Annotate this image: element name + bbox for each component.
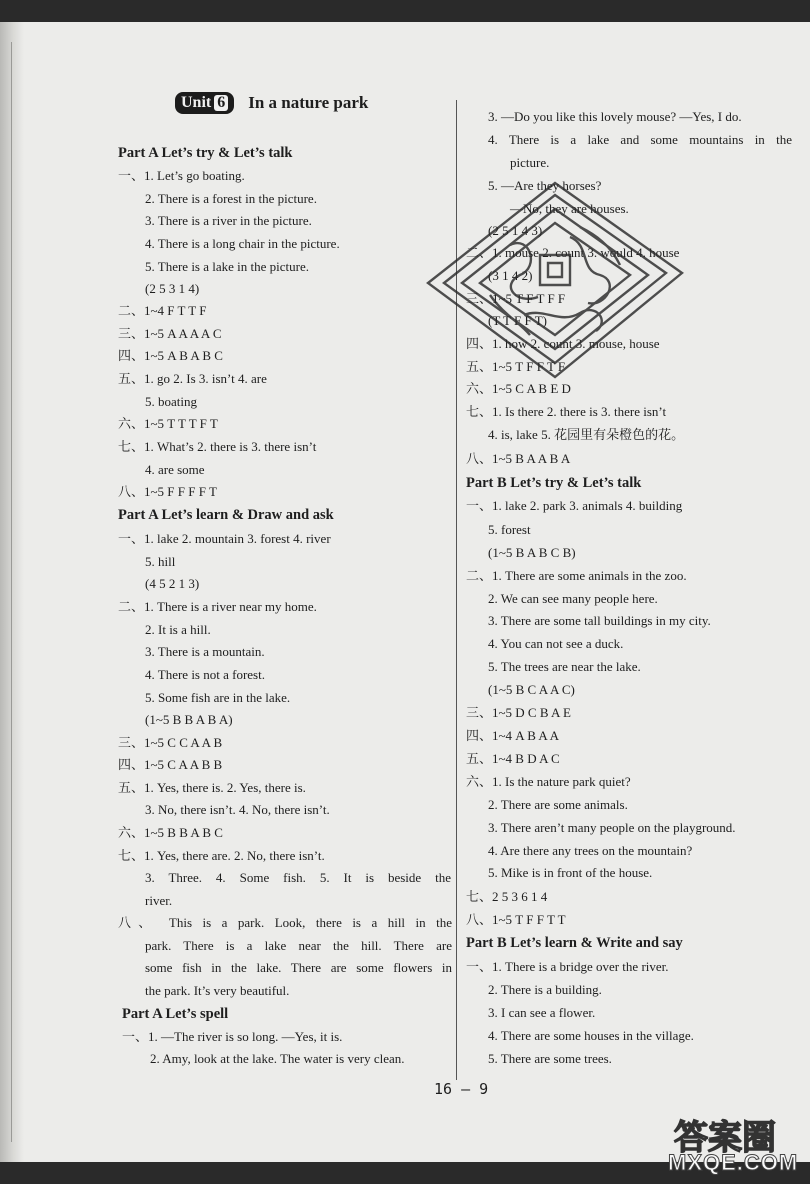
right-answer-line: 4. There are some houses in the village.: [488, 1028, 694, 1043]
right-answer-line: (2 5 1 4 3): [488, 223, 543, 238]
left-answer-line: 五、1. go 2. Is 3. isn’t 4. are: [118, 371, 267, 386]
right-answer-line: 4. There is a lake and some mountains in the: [488, 132, 792, 147]
left-answer-line: some fish in the lake. There are some flowers in: [145, 960, 452, 975]
right-answer-line: 八、1~5 B A A B A: [466, 451, 571, 466]
left-answer-line: 二、1~4 F T T F: [118, 303, 207, 318]
right-answer-line: 4. is, lake 5. 花园里有朵橙色的花。: [488, 427, 685, 442]
page-binding-edge: [0, 22, 24, 1162]
column-divider: [456, 100, 457, 1080]
left-answer-line: (4 5 2 1 3): [145, 576, 200, 591]
right-answer-line: 3. There are some tall buildings in my city.: [488, 613, 711, 628]
unit-badge: [175, 92, 234, 114]
site-watermark: [668, 1110, 808, 1180]
right-answer-line: 4. Are there any trees on the mountain?: [488, 843, 693, 858]
right-answer-line: 七、1. Is there 2. there is 3. there isn’t: [466, 404, 667, 419]
section-heading: Part A Let’s spell: [122, 1006, 229, 1022]
left-answer-line: 三、1~5 C C A A B: [118, 735, 223, 750]
left-answer-line: 3. Three. 4. Some fish. 5. It is beside the: [145, 870, 451, 885]
left-answer-line: 一、1. lake 2. mountain 3. forest 4. river: [118, 531, 331, 546]
left-answer-line: 六、1~5 T T T F T: [118, 416, 218, 431]
right-answer-line: 5. There are some trees.: [488, 1051, 612, 1066]
right-answer-line: (3 1 4 2): [488, 268, 533, 283]
right-answer-line: 2. There are some animals.: [488, 797, 628, 812]
right-answer-line: 5. The trees are near the lake.: [488, 659, 641, 674]
right-answer-line: 四、1~4 A B A A: [466, 728, 559, 743]
watermark-text: MXQE.COM: [668, 1150, 799, 1175]
right-answer-line: picture.: [510, 155, 550, 170]
left-answer-line: 七、1. What’s 2. there is 3. there isn’t: [118, 439, 317, 454]
right-answer-line: 三、1~5 T F T F F: [466, 291, 566, 306]
right-answer-line: 2. We can see many people here.: [488, 591, 658, 606]
right-answer-line: 4. You can not see a duck.: [488, 636, 624, 651]
right-answer-line: 六、1~5 C A B E D: [466, 381, 571, 396]
left-answer-line: the park. It’s very beautiful.: [145, 983, 290, 998]
left-answer-line: 一、1. —The river is so long. —Yes, it is.: [122, 1029, 343, 1044]
binding-line: [11, 42, 12, 1142]
section-heading: Part A Let’s try & Let’s talk: [118, 145, 293, 161]
left-answer-line: 四、1~5 C A A B B: [118, 757, 223, 772]
left-answer-line: 五、1. Yes, there is. 2. Yes, there is.: [118, 780, 306, 795]
right-answer-line: 三、1~5 D C B A E: [466, 705, 571, 720]
unit-number: 6: [214, 95, 228, 111]
left-answer-line: park. There is a lake near the hill. There are: [145, 938, 452, 953]
right-answer-line: (T T F F T): [488, 313, 548, 328]
section-heading: Part B Let’s try & Let’s talk: [466, 475, 642, 491]
right-answer-line: 四、1. how 2. count 3. mouse, house: [466, 336, 660, 351]
left-answer-line: 5. Some fish are in the lake.: [145, 690, 291, 705]
left-answer-line: 八、 This is a park. Look, there is a hill in the: [118, 915, 452, 930]
left-answer-line: 3. There is a mountain.: [145, 644, 265, 659]
right-answer-line: 一、1. lake 2. park 3. animals 4. building: [466, 498, 683, 513]
right-answer-line: 八、1~5 T F F T T: [466, 912, 566, 927]
right-answer-line: 五、1~5 T F F T F: [466, 359, 566, 374]
right-answer-line: —No, they are houses.: [510, 201, 629, 216]
left-answer-line: (1~5 B B A B A): [145, 712, 233, 727]
left-answer-line: 七、1. Yes, there are. 2. No, there isn’t.: [118, 848, 325, 863]
right-answer-line: 六、1. Is the nature park quiet?: [466, 774, 631, 789]
left-answer-line: 六、1~5 B B A B C: [118, 825, 223, 840]
unit-title: [175, 91, 368, 115]
page-number: 16 — 9: [434, 1080, 489, 1098]
section-heading: Part B Let’s learn & Write and say: [466, 935, 683, 951]
left-answer-line: 2. It is a hill.: [145, 622, 211, 637]
left-answer-line: 二、1. There is a river near my home.: [118, 599, 317, 614]
right-answer-line: (1~5 B A B C B): [488, 545, 576, 560]
right-answer-line: 5. Mike is in front of the house.: [488, 865, 653, 880]
unit-name: In a nature park: [248, 93, 369, 112]
right-answer-line: 五、1~4 B D A C: [466, 751, 560, 766]
left-answer-line: 4. There is a long chair in the picture.: [145, 236, 340, 251]
right-answer-line: (1~5 B C A A C): [488, 682, 575, 697]
right-answer-line: 二、1. mouse 2. count 3. would 4. house: [466, 245, 680, 260]
left-answer-line: 4. There is not a forest.: [145, 667, 265, 682]
unit-badge-label: Unit: [181, 94, 212, 111]
right-answer-line: 二、1. There are some animals in the zoo.: [466, 568, 687, 583]
right-answer-line: 5. —Are they horses?: [488, 178, 602, 193]
left-answer-line: 2. There is a forest in the picture.: [145, 191, 317, 206]
left-answer-line: 5. boating: [145, 394, 197, 409]
right-answer-line: 七、2 5 3 6 1 4: [466, 889, 548, 904]
left-answer-line: 3. There is a river in the picture.: [145, 213, 312, 228]
left-answer-line: 2. Amy, look at the lake. The water is very clean.: [150, 1051, 405, 1066]
answer-page: [0, 22, 810, 1162]
right-answer-line: 3. —Do you like this lovely mouse? —Yes, I do.: [488, 109, 742, 124]
left-answer-line: (2 5 3 1 4): [145, 281, 200, 296]
right-answer-line: 3. I can see a flower.: [488, 1005, 596, 1020]
right-answer-line: 一、1. There is a bridge over the river.: [466, 959, 669, 974]
left-answer-line: 4. are some: [145, 462, 205, 477]
left-answer-line: 三、1~5 A A A A C: [118, 326, 222, 341]
right-answer-line: 3. There aren’t many people on the playground.: [488, 820, 736, 835]
left-answer-line: 八、1~5 F F F F T: [118, 484, 217, 499]
right-answer-line: 2. There is a building.: [488, 982, 602, 997]
right-answer-line: 5. forest: [488, 522, 531, 537]
left-answer-line: 5. There is a lake in the picture.: [145, 259, 310, 274]
section-heading: Part A Let’s learn & Draw and ask: [118, 507, 334, 523]
left-answer-line: river.: [145, 893, 173, 908]
watermark-logo: 答案圈: [674, 1118, 776, 1158]
left-answer-line: 一、1. Let’s go boating.: [118, 168, 245, 183]
left-answer-line: 5. hill: [145, 554, 176, 569]
left-answer-line: 四、1~5 A B A B C: [118, 348, 223, 363]
left-answer-line: 3. No, there isn’t. 4. No, there isn’t.: [145, 802, 330, 817]
